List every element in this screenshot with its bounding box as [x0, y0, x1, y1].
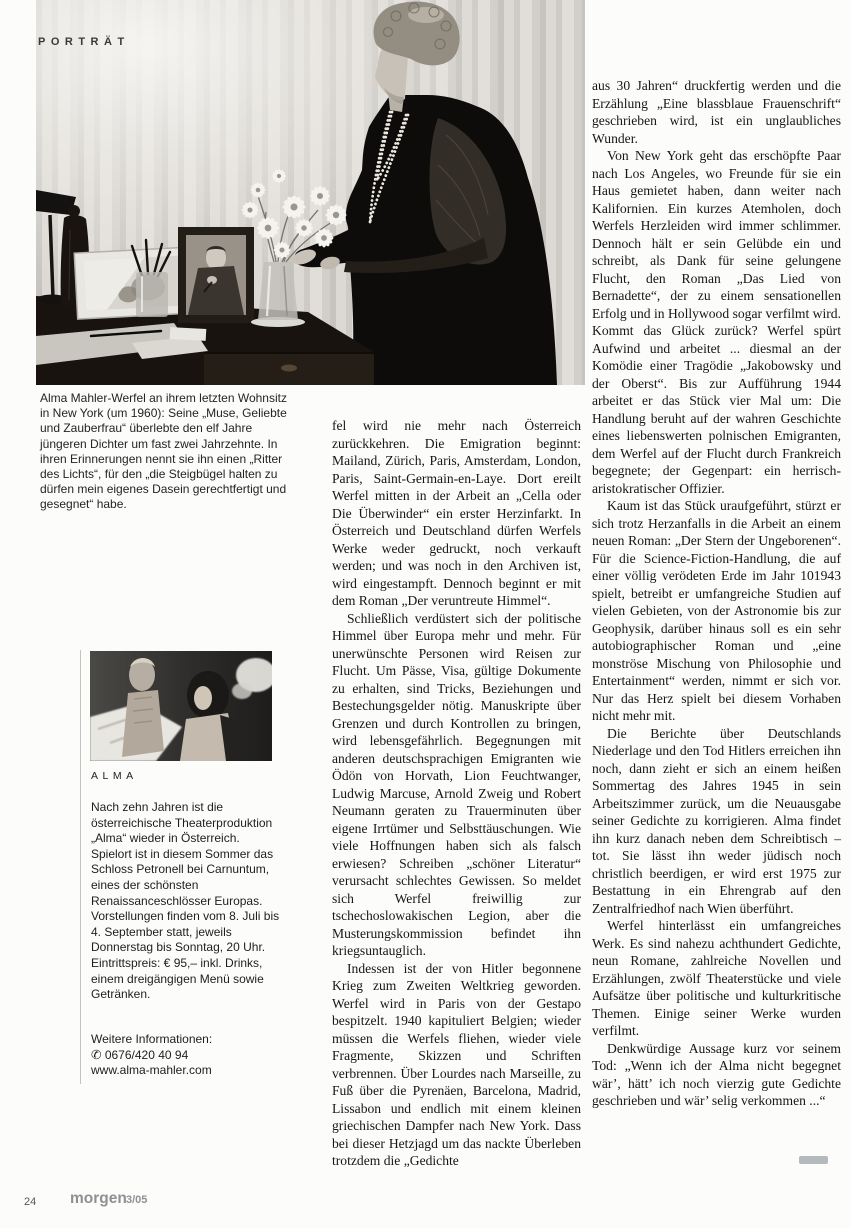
main-photo-illustration [36, 0, 585, 385]
article-paragraph: Denkwürdige Aussage kurz vor seinem Tod: „Wenn ich der Alma nicht begegnet wär’, hätt’ ich noch vierzig gute Gedichte geschrieben und wär’ selig verkommen ...“ [592, 1040, 841, 1108]
page-number: 24 [24, 1196, 37, 1208]
page-footer [0, 1190, 850, 1220]
sidebar-info-text: Nach zehn Jahren ist die österreichische Theaterproduktion „Alma“ wieder in Österreich. Spielort ist in diesem Sommer das Schloss Petronell bei Carnuntum, eines der schönsten Renaissanceschlösser Europas. Vorstellungen finden vom 8. Juli bis 4. September statt, jeweils Donnerstag bis Sonntag, 20 Uhr. Eintrittspreis: € 95,– inkl. Drinks, einem dreigängigen Menü sowie Getränken. [91, 800, 280, 1002]
article-column-1 [332, 417, 581, 1170]
article-paragraph: Kaum ist das Stück uraufgeführt, stürzt er sich trotz Herzanfalls in die Arbeit an einem neuen Roman: „Der Stern der Ungeborenen“. Für die Science-Fiction-Handlung, die auf einer völlig verödeten Erde im Jahr 101943 spielt, betreibt er umfangreiche Studien auf vielen Gebieten, von der Astronomie bis zur Geophysik, darüber hinaus soll es ein sehr autobiographischer Roman und „eine monströse Mischung von Philosophie und Entertainment“ werden, nimmt er sich vor. Nur das Herz spielt bei diesem Vorhaben nicht mehr mit. [592, 498, 841, 723]
drawer-handle [281, 365, 297, 372]
magazine-name: morgen [70, 1190, 127, 1207]
more-info-heading: Weitere Informationen: [91, 1032, 213, 1046]
article-end-marker [799, 1156, 828, 1164]
section-label: PORTRÄT [38, 36, 130, 48]
werfel-portrait-frame [178, 227, 254, 323]
sidebar-contact-block [91, 1032, 283, 1079]
issue-number: 3/05 [126, 1194, 148, 1206]
alma-theater-photo [90, 651, 272, 761]
alma-theater-photo-illustration [90, 651, 272, 761]
article-paragraph: Von New York geht das erschöpfte Paar nach Los Angeles, wo Freunde für sie ein Haus gemietet haben, dann weiter nach Kalifornien. Ein kurzes Atemholen, doch Werfels Herzleiden wird immer schlimmer. Dennoch hält er sein Gelübde ein und schreibt, als Dank für seine gelungene Flucht, den Roman „Das Lied von Bernadette“, der zu einem sensationellen Erfolg und in Hollywood sogar verfilmt wird. Kommt das Glück zurück? Werfel spürt Aufwind und arbeitet ... diesmal an der Komödie einer Tragödie „Jakobowsky und der Oberst“. Bis zur Aufführung 1944 arbeitet er das Stück vier Mal um: Die Handlung beruht auf der wahren Geschichte eines liebenswerten polnischen Emigranten, dem Werfel auf der Flucht durch Frankreich begegnete; der Gegenpart: ein herrisch-aristokratischer Offizier. [592, 148, 841, 496]
website-url: www.alma-mahler.com [91, 1063, 212, 1078]
article-paragraph: fel wird nie mehr nach Österreich zurückkehren. Die Emigration beginnt: Mailand, Zürich, Paris, Amsterdam, London, Paris, Saint-Germain-en-Laye. Dort ereilt Werfel mitten in der Arbeit an „Cella oder Die Überwinder“ ein erster Herzinfarkt. In Österreich und Deutschland dürfen Werfels Werke weder gedruckt, noch verkauft werden; und was noch in den Archiven ist, wird eingestampft. Dennoch beginnt er mit dem Roman „Der veruntreute Himmel“. [332, 418, 581, 608]
article-paragraph: Indessen ist der von Hitler begonnene Krieg zum Zweiten Weltkrieg geworden. Werfel wird in Paris von der Gestapo bespitzelt. 1940 kapituliert Belgien; wieder müssen die Werfels fliehen, wieder viele Fragmente, Skizzen und Schriften verbrennen. Über Lourdes nach Marseille, zu Fuß über die Pyrenäen, Barcelona, Madrid, Lissabon und endlich mit einem kleinen griechischen Dampfer nach New York. Dass bei dieser Hetzjagd um das nackte Überleben trotzdem die „Gedichte [332, 960, 581, 1168]
main-photo-caption: Alma Mahler-Werfel an ihrem letzten Wohnsitz in New York (um 1960): Seine „Muse, Geliebte und Zauberfrau“ überlebte den elf Jahre jüngeren Dichter um fast zwei Jahrzehnte. In ihren Erinnerungen nennt sie ihn einen „Ritter des Lichts“, für den „die Steigbügel halten zu dürfen mein eigenes Dasein gerechtfertigt und gesegnet“ habe. [40, 391, 287, 512]
main-photo [36, 0, 585, 385]
article-paragraph: aus 30 Jahren“ druckfertig werden und die Erzählung „Eine blassblaue Frauenschrift“ geschrieben wird, ist ein unglaubliches Wunder. [592, 78, 841, 146]
article-column-2 [592, 77, 841, 1110]
article-paragraph: Werfel hinterlässt ein umfangreiches Werk. Es sind nahezu achthundert Gedichte, neun Romane, zahlreiche Novellen und Erzählungen, zwölf Theaterstücke und viele Aufsätze über politische und kulturkritische Themen. Einige seiner Werke wurden verfilmt. [592, 918, 841, 1038]
article-paragraph: Die Berichte über Deutschlands Niederlage und den Tod Hitlers erreichen ihn noch, dann zieht er sich an einem heißen Sommertag des Jahres 1945 in sein Arbeitszimmer zurück, um die Neuausgabe seiner Gedichte zu korrigieren. Alma findet ihn kurz danach neben dem Schreibtisch – tot. Sie lässt ihn weder jüdisch noch christlich beerdigen, er wird erst 1975 zur Bestattung in ein Ehrengrab auf den Zentralfriedhof nach Wien überführt. [592, 725, 841, 916]
alma-photo-label: ALMA [91, 770, 138, 782]
article-paragraph: Schließlich verdüstert sich der politische Himmel über Europa mehr und mehr. Für unerwünschte Personen wird Reisen zur Flucht. Um Pässe, Visa, gültige Dokumente zu erhalten, sind Tricks, Beziehungen und Bestechungsgelder nötig. Manuskripte über Grenzen und durch Kontrollen zu bringen, wird lebensgefährlich. Begegnungen mit anderen deutschsprachigen Emigranten wie Ödön von Horvath, Lion Feuchtwanger, Ludwig Marcuse, Arnold Zweig und Robert Neumann geraten zu Trauerminuten über eigene Irrtümer und Selbsttäuschungen. Wie viele Hoffnungen haben sich als falsch erwiesen? Schreiben „schöner Literatur“ verursacht schlechtes Gewissen. So meldet sich Werfel freiwillig zur tschechoslowakischen Legion, aber die Musterungskommission befindet ihn kriegsuntauglich. [332, 610, 581, 958]
phone-number: 0676/420 40 94 [104, 1047, 189, 1062]
phone-icon: ✆ [91, 1047, 102, 1062]
sidebar-rule [80, 650, 81, 1084]
